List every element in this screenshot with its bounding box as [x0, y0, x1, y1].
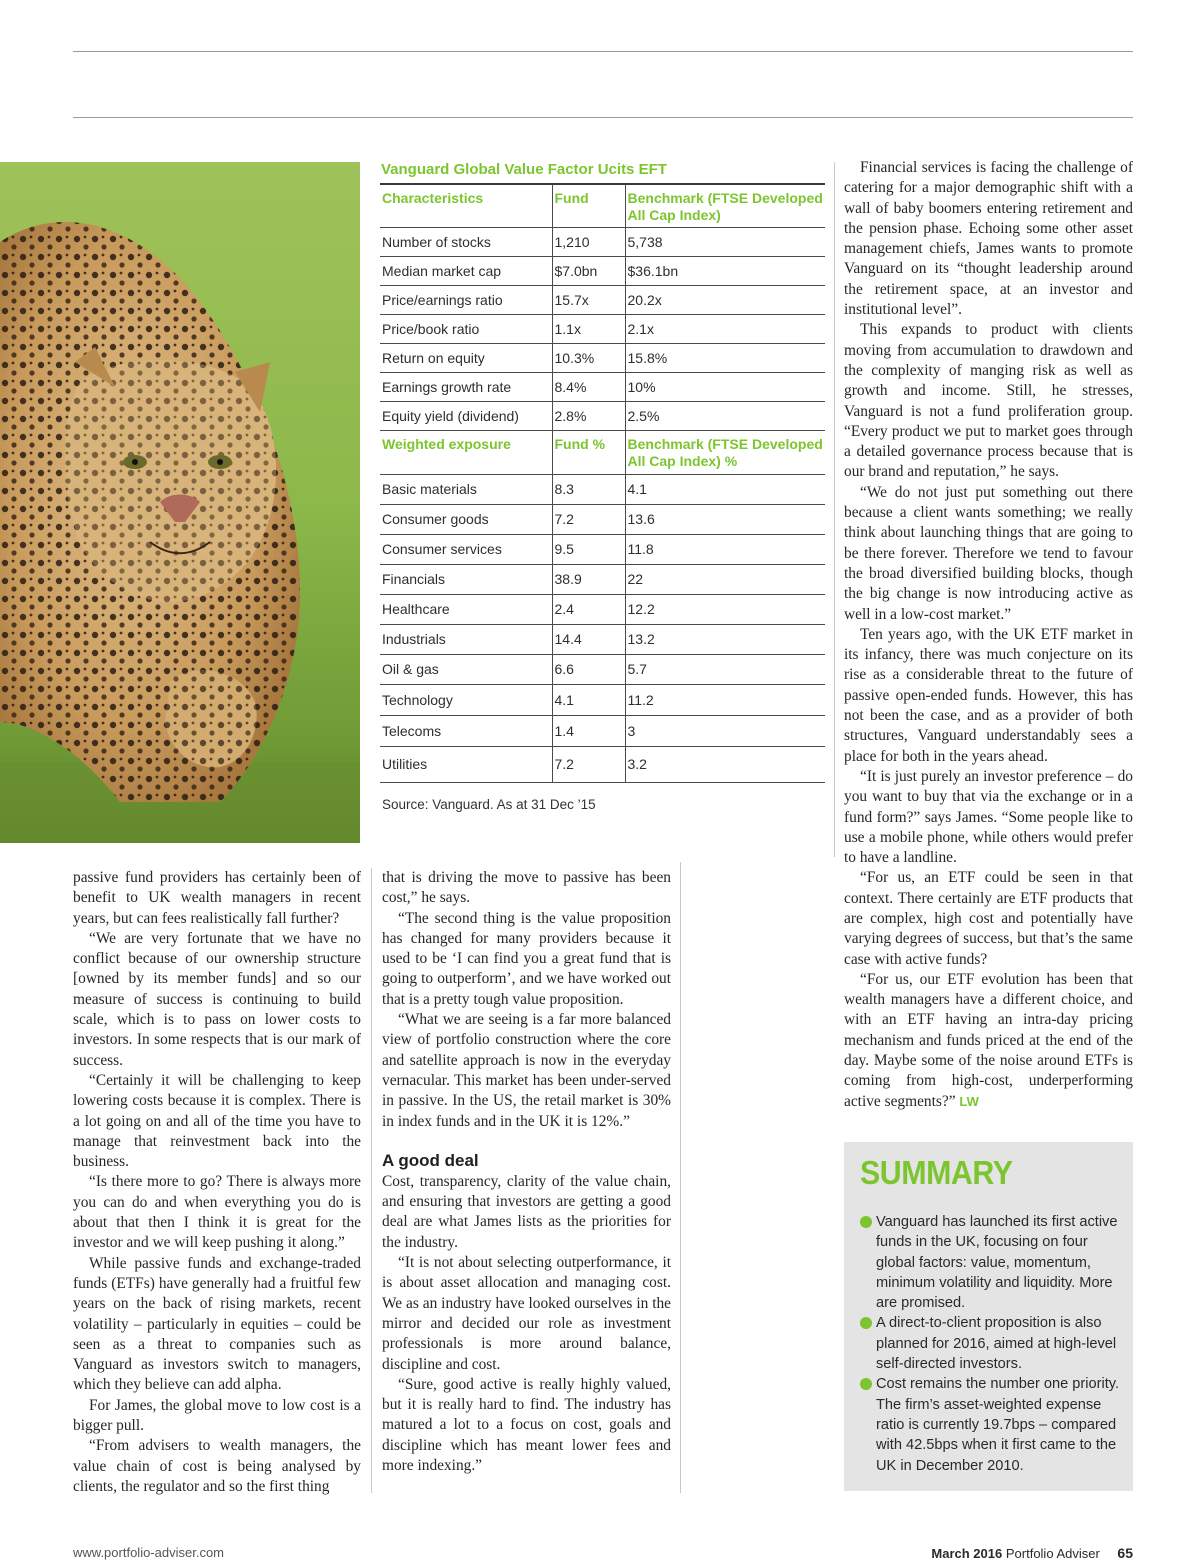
- footer-website: www.portfolio-adviser.com: [73, 1545, 224, 1560]
- author-signature: LW: [959, 1093, 979, 1109]
- table-cell: Consumer services: [380, 534, 552, 564]
- characteristics-header-row: [380, 185, 825, 227]
- table-cell: 38.9: [552, 564, 625, 594]
- paragraph-text: “For us, our ETF evolution has been that wealth managers have a different choice, and with an ETF having an intra-day pricing mechanism and funds priced at the end of the day. Maybe some of the noise around ETFs is coming from high-cost, underperforming active segments?”: [844, 970, 1133, 1110]
- leopard-photo: [0, 162, 360, 843]
- paragraph: Cost, transparency, clarity of the value chain, and ensuring that investors are getting a good deal are what James lists as the priorities for the industry.: [382, 1172, 671, 1251]
- summary-list: [860, 1212, 1120, 1476]
- table-cell: Utilities: [380, 746, 552, 782]
- column-divider: [680, 862, 681, 1493]
- header-cell: Fund %: [552, 430, 625, 474]
- table-row: [380, 343, 825, 372]
- exposure-header-row: [380, 430, 825, 474]
- table-row: [380, 715, 825, 746]
- table-cell: 5,738: [625, 227, 825, 256]
- header-rule-top: [73, 51, 1133, 52]
- summary-item: [860, 1313, 1120, 1374]
- table-cell: 3.2: [625, 746, 825, 782]
- header-cell: Benchmark (FTSE Developed All Cap Index) %: [625, 430, 825, 474]
- bullet-icon: [860, 1378, 872, 1390]
- table-cell: 2.1x: [625, 314, 825, 343]
- paragraph: that is driving the move to passive has been cost,” he says.: [382, 869, 671, 907]
- summary-item: [860, 1212, 1120, 1313]
- paragraph: “It is not about selecting outperformance, it is about asset allocation and managing cost. We as an industry have looked ourselves in the mirror and decided our role as investment professionals is more around balance, discipline and cost.: [382, 1254, 671, 1373]
- table-row: [380, 256, 825, 285]
- summary-item-text: Vanguard has launched its first active funds in the UK, focusing on four global factors: value, momentum, minimum volatility and liquidity. More are promised.: [876, 1214, 1118, 1312]
- footer-publication: Portfolio Adviser: [1005, 1546, 1100, 1561]
- table-title: Vanguard Global Value Factor Ucits EFT: [381, 161, 667, 178]
- summary-item: [860, 1374, 1120, 1475]
- table-row: [380, 564, 825, 594]
- page-number: 65: [1117, 1545, 1133, 1561]
- table-row: [380, 594, 825, 624]
- table-cell: Equity yield (dividend): [380, 401, 552, 430]
- table-cell: Healthcare: [380, 594, 552, 624]
- table-cell: 10.3%: [552, 343, 625, 372]
- table-cell: 7.2: [552, 746, 625, 782]
- header-rule-bottom: [73, 117, 1133, 118]
- table-cell: 9.5: [552, 534, 625, 564]
- table-cell: Number of stocks: [380, 227, 552, 256]
- header-cell: Benchmark (FTSE Developed All Cap Index): [625, 185, 825, 227]
- table-cell: Financials: [380, 564, 552, 594]
- table-row: [380, 624, 825, 654]
- paragraph: “From advisers to wealth managers, the value chain of cost is being analysed by clients, the regulator and so the first thing: [73, 1437, 361, 1495]
- paragraph: Financial services is facing the challenge of catering for a major demographic shift with a wall of baby boomers entering retirement and the pension phase. Echoing some other asset management chiefs, James wants to promote Vanguard on its “thought leadership around the retirement space, at an investor and institutional level”.: [844, 159, 1133, 319]
- table-cell: Consumer goods: [380, 504, 552, 534]
- table-cell: 5.7: [625, 654, 825, 684]
- table-cell: 1.1x: [552, 314, 625, 343]
- summary-title: SUMMARY: [860, 1154, 1013, 1191]
- header-cell: Fund: [552, 185, 625, 227]
- column-divider: [834, 162, 835, 857]
- paragraph-last: [844, 970, 1133, 1112]
- paragraph: “Sure, good active is really highly valued, but it is really hard to find. The industry has matured a lot to a focus on cost, goals and discipline which has meant lower fees and more indexing.”: [382, 1375, 671, 1475]
- table-cell: 8.4%: [552, 372, 625, 401]
- article-column-1: [73, 868, 361, 1497]
- paragraph: “Certainly it will be challenging to keep lowering costs because it is complex. There is a lot going on and all of the time you have to manage that reinvestment back into the business.: [73, 1071, 361, 1171]
- table-cell: Earnings growth rate: [380, 372, 552, 401]
- table-cell: 4.1: [625, 474, 825, 504]
- summary-item-text: A direct-to-client proposition is also planned for 2016, aimed at high-level self-directed investors.: [876, 1315, 1117, 1373]
- section-heading: A good deal: [382, 1150, 479, 1170]
- table-row: [380, 372, 825, 401]
- table-cell: Price/earnings ratio: [380, 285, 552, 314]
- table-row: [380, 504, 825, 534]
- table-row: [380, 684, 825, 715]
- table-cell: Basic materials: [380, 474, 552, 504]
- characteristics-table: [380, 185, 825, 783]
- table-cell: Telecoms: [380, 715, 552, 746]
- paragraph: “Is there more to go? There is always more you can do and when everything you do is about that then I think it is great for the investor and we will keep pushing it along.”: [73, 1173, 361, 1252]
- paragraph: passive fund providers has certainly been of benefit to UK wealth managers in recent years, but can fees realistically fall further?: [73, 869, 361, 927]
- table-cell: 8.3: [552, 474, 625, 504]
- paragraph: “We do not just put something out there because a client wants something; we really think about launching things that are going to be there forever. Therefore we tend to favour the broad diversified building blocks, though the big change is now introducing active as well in a low-cost market.”: [844, 483, 1133, 623]
- table-cell: 6.6: [552, 654, 625, 684]
- paragraph: “It is just purely an investor preference – do you want to buy that via the exchange or in a fund form?” says James. “Some people like to use a mobile phone, while others would prefer to have a landline.: [844, 767, 1133, 867]
- table-cell: Technology: [380, 684, 552, 715]
- table-cell: 12.2: [625, 594, 825, 624]
- table-cell: Return on equity: [380, 343, 552, 372]
- table-cell: 2.4: [552, 594, 625, 624]
- table-cell: 14.4: [552, 624, 625, 654]
- table-cell: 13.6: [625, 504, 825, 534]
- table-row: [380, 534, 825, 564]
- table-source: Source: Vanguard. As at 31 Dec ’15: [382, 796, 596, 812]
- table-cell: $7.0bn: [552, 256, 625, 285]
- table-cell: 10%: [625, 372, 825, 401]
- footer-issue: [931, 1545, 1133, 1561]
- table-row: [380, 314, 825, 343]
- summary-item-text: Cost remains the number one priority. The firm’s asset-weighted expense ratio is currently 19.7bps – compared with 42.5bps when it first came to the UK in December 2010.: [876, 1376, 1120, 1474]
- paragraph: “For us, an ETF could be seen in that context. There certainly are ETF products that are complex, high cost and potentially have varying degrees of success, but that’s the same case with active funds?: [844, 869, 1133, 968]
- paragraph: “What we are seeing is a far more balanced view of portfolio construction where the core and satellite approach is now in the everyday vernacular. This market has been under-served in passive. In the US, the retail market is 30% in index funds and in the UK it is 12%.”: [382, 1011, 671, 1130]
- table-cell: 15.7x: [552, 285, 625, 314]
- table-cell: 15.8%: [625, 343, 825, 372]
- fund-table: [380, 160, 825, 812]
- table-cell: 11.8: [625, 534, 825, 564]
- table-row: [380, 401, 825, 430]
- table-cell: 4.1: [552, 684, 625, 715]
- paragraph: “We are very fortunate that we have no conflict because of our ownership structure [owned by its member funds] and so our measure of success is continuing to build scale, which is to pass on lower costs to investors. In some respects that is our mark of success.: [73, 929, 361, 1069]
- paragraph: Ten years ago, with the UK ETF market in its infancy, there was much conjecture on its rise as a considerable threat to the future of passive open-ended funds. However, this has not been the case, and as a provider of both structures, Vanguard understandably sees a place for both in the years ahead.: [844, 625, 1133, 765]
- table-cell: Industrials: [380, 624, 552, 654]
- column-divider: [371, 868, 372, 1493]
- table-cell: 22: [625, 564, 825, 594]
- table-row: [380, 474, 825, 504]
- table-cell: 7.2: [552, 504, 625, 534]
- table-cell: 3: [625, 715, 825, 746]
- header-cell: Characteristics: [380, 185, 552, 227]
- table-cell: $36.1bn: [625, 256, 825, 285]
- table-cell: Oil & gas: [380, 654, 552, 684]
- table-cell: 20.2x: [625, 285, 825, 314]
- table-cell: 2.8%: [552, 401, 625, 430]
- table-row: [380, 654, 825, 684]
- bullet-icon: [860, 1216, 872, 1228]
- table-cell: Price/book ratio: [380, 314, 552, 343]
- table-cell: 13.2: [625, 624, 825, 654]
- table-row: [380, 227, 825, 256]
- header-cell: Weighted exposure: [380, 430, 552, 474]
- paragraph: This expands to product with clients moving from accumulation to drawdown and the complexity of manging risk as well as growth and income. Still, he stresses, Vanguard is not a fund proliferation group. “Every product we put to market goes through a detailed governance process because that is our brand and reputation,” he says.: [844, 321, 1133, 481]
- table-cell: 2.5%: [625, 401, 825, 430]
- article-column-3: [844, 158, 1133, 1112]
- article-column-2: [382, 868, 671, 1476]
- table-cell: 1.4: [552, 715, 625, 746]
- paragraph: For James, the global move to low cost is a bigger pull.: [73, 1396, 361, 1435]
- paragraph: “The second thing is the value proposition has changed for many providers because it used to be ‘I can find you a great fund that is going to outperform’, and we have worked out that is a pretty tough value proposition.: [382, 909, 671, 1008]
- summary-box: [844, 1142, 1133, 1491]
- table-cell: 11.2: [625, 684, 825, 715]
- table-row: [380, 285, 825, 314]
- table-cell: Median market cap: [380, 256, 552, 285]
- paragraph: While passive funds and exchange-traded funds (ETFs) have generally had a fruitful few years on the back of rising markets, recent volatility – particularly in equities – could be seen as a threat to companies such as Vanguard as investors switch to managers, which they believe can add alpha.: [73, 1254, 361, 1394]
- table-row: [380, 746, 825, 782]
- table-cell: 1,210: [552, 227, 625, 256]
- bullet-icon: [860, 1317, 872, 1329]
- footer-date: March 2016: [931, 1546, 1003, 1561]
